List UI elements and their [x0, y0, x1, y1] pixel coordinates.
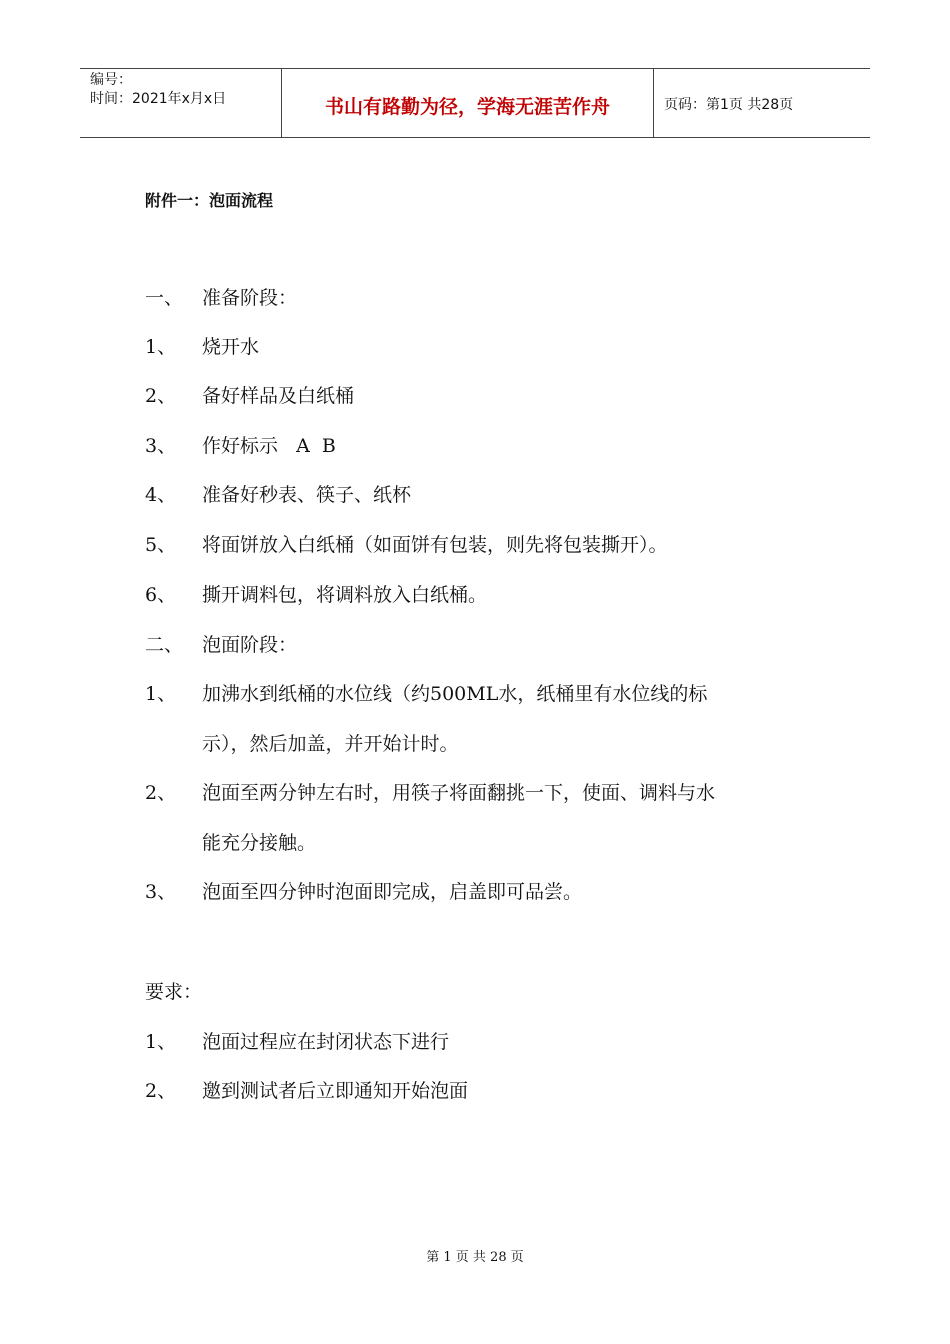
item-text: 备好样品及白纸桶	[202, 385, 355, 407]
header-motto-cell	[282, 69, 654, 137]
item-text: 烧开水	[202, 336, 260, 358]
item-text: 将面饼放入白纸桶（如面饼有包装，则先将包装撕开）。	[202, 534, 668, 556]
header-page-cell	[654, 69, 870, 137]
item-text: 邀到测试者后立即通知开始泡面	[202, 1080, 469, 1102]
item-text: 能充分接触。	[202, 832, 317, 854]
section-number: 一、	[145, 287, 184, 309]
header-meta-cell	[80, 69, 282, 137]
page-footer: 第 1 页 共 28 页	[426, 1250, 524, 1265]
attachment-title: 附件一：泡面流程	[145, 191, 274, 210]
item-text: 加沸水到纸桶的水位线（约500ML水，纸桶里有水位线的标	[202, 683, 708, 705]
item-number: 2、	[145, 782, 177, 804]
number-label: 编号：	[90, 72, 132, 88]
item-number: 1、	[145, 1031, 177, 1053]
item-number: 3、	[145, 435, 177, 457]
page-info: 页码：第1页 共28页	[664, 97, 794, 113]
section-number: 二、	[145, 634, 184, 656]
item-text: 示），然后加盖，并开始计时。	[202, 733, 459, 755]
item-number: 3、	[145, 881, 177, 903]
item-text: 泡面过程应在封闭状态下进行	[202, 1031, 450, 1053]
item-text: 准备好秒表、筷子、纸杯	[202, 484, 412, 506]
requirements-title-text: 要求：	[145, 981, 203, 1003]
item-number: 6、	[145, 584, 177, 606]
item-number: 5、	[145, 534, 177, 556]
item-text: 撕开调料包，将调料放入白纸桶。	[202, 584, 488, 606]
time-label: 时间：2021年x月x日	[90, 91, 227, 107]
item-number: 2、	[145, 1080, 177, 1102]
item-text: 作好标示 A B	[202, 435, 336, 457]
item-number: 4、	[145, 484, 177, 506]
item-number: 1、	[145, 683, 177, 705]
item-number: 2、	[145, 385, 177, 407]
motto: 书山有路勤为径，学海无涯苦作舟	[324, 95, 610, 118]
item-text: 泡面至两分钟左右时，用筷子将面翻挑一下，使面、调料与水	[202, 782, 716, 804]
section-title: 准备阶段：	[202, 287, 298, 309]
item-number: 1、	[145, 336, 177, 358]
page-header	[80, 68, 870, 138]
item-text: 泡面至四分钟时泡面即完成，启盖即可品尝。	[202, 881, 583, 903]
section-title: 泡面阶段：	[202, 634, 298, 656]
